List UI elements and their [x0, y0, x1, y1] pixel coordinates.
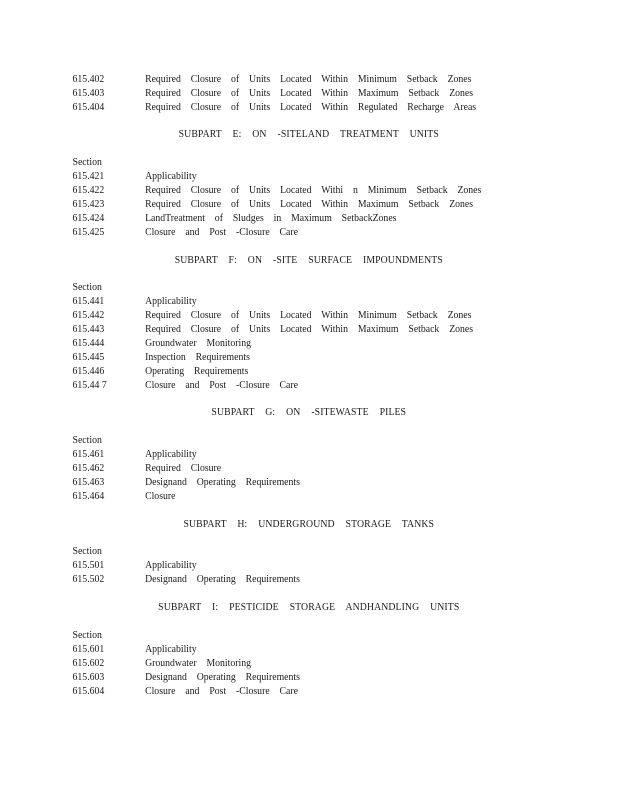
section-number: 615.441 [72, 296, 105, 307]
section-number: 615.402 [72, 74, 105, 85]
section-title: Designand Operating Requirements [145, 672, 300, 683]
section-title: Required Closure of Units Located Within Maximum Setback Zones [145, 88, 474, 99]
section-number: 615.424 [72, 213, 105, 224]
section-number: 615.604 [72, 686, 105, 697]
section-title: Applicability [145, 449, 197, 460]
section-number: 615.501 [72, 560, 105, 571]
section-title: Designand Operating Requirements [145, 477, 300, 488]
section-number: 615.602 [72, 658, 105, 669]
section-title: Applicability [145, 560, 197, 571]
document-page: 615.402 Required Closure of Units Located Within Minimum Setback Zones 615.403 Required Closure of Units Located Within Maximum Setback Zones 615.404 Required Closure of Units Located Within Regulated Recharge Areas SUBPART E: ON -SITELAND TREATMENT UNITS Section 615.421 Applicability 615.422 Required Closure of Units Located Withi n Minimum Setback Zones 615.423 Required Closure of Units Located Within Maximum Setback Zones 615.424 LandTreatment of Sludges in Maximum SetbackZones 615.425 Closure and Post -Closure Care SUBPART F: ON -SITE SURFACE IMPOUNDMENTS Section 615.441 Applicability 615.442 Required Closure of Units Located Within Minimum Setback Zones 615.443 Required Closure of Units Located Within Maximum Setback Zones 615.444 Groundwater Monitoring 615.445 Inspection Requirements 615.446 Operating Requirements 615.44 7 Closure and Post -Closure Care SUBPART G: ON -SITEWASTE PILES Section 615.461 Applicability 615.462 Required Closure 615.463 Designand Operating Requirements 615.464 Closure SUBPART H: UNDERGROUND STORAGE TANKS Section 615.501 Applicability 615.502 Designand Operating Requirements SUBPART I: PESTICIDE STORAGE ANDHANDLING UNITS Section 615.601 Applicability 615.602 Groundwater Monitoring 615.603 Designand Operating Requirements 615.604 Closure and Post -Closure Care [0, 0, 618, 800]
section-number: 615.423 [72, 199, 105, 210]
section-title: Closure [145, 491, 176, 502]
section-title: Applicability [145, 171, 197, 182]
subpart-heading: SUBPART F: ON -SITE SURFACE IMPOUNDMENTS [174, 255, 443, 266]
subpart-heading: SUBPART E: ON -SITELAND TREATMENT UNITS [178, 129, 439, 140]
section-number: 615.603 [72, 672, 105, 683]
section-number: 615.443 [72, 324, 105, 335]
section-number: 615.462 [72, 463, 105, 474]
section-title: Closure and Post -Closure Care [145, 227, 298, 238]
section-number: 615.464 [72, 491, 105, 502]
section-title: Required Closure [145, 463, 222, 474]
section-number: 615.463 [72, 477, 105, 488]
section-title: Groundwater Monitoring [145, 338, 251, 349]
section-number: 615.445 [72, 352, 105, 363]
section-number: 615.44 7 [72, 380, 107, 391]
section-number: 615.502 [72, 574, 105, 585]
section-title: Operating Requirements [145, 366, 249, 377]
section-number: 615.442 [72, 310, 105, 321]
section-title: Applicability [145, 296, 197, 307]
section-number: 615.403 [72, 88, 105, 99]
subpart-heading: SUBPART G: ON -SITEWASTE PILES [211, 407, 407, 418]
section-title: Groundwater Monitoring [145, 658, 251, 669]
section-number: 615.425 [72, 227, 105, 238]
section-number: 615.601 [72, 644, 105, 655]
section-number: 615.421 [72, 171, 105, 182]
section-number: 615.461 [72, 449, 105, 460]
section-number: 615.422 [72, 185, 105, 196]
section-title: Applicability [145, 644, 197, 655]
subpart-heading: SUBPART H: UNDERGROUND STORAGE TANKS [183, 519, 435, 530]
section-number: 615.404 [72, 102, 105, 113]
section-title: Required Closure of Units Located Within Minimum Setback Zones [145, 310, 472, 321]
section-title: LandTreatment of Sludges in Maximum SetbackZones [145, 213, 397, 224]
section-title: Required Closure of Units Located Withi n Minimum Setback Zones [145, 185, 482, 196]
section-title: Designand Operating Requirements [145, 574, 300, 585]
section-number: 615.446 [72, 366, 105, 377]
section-title: Required Closure of Units Located Within Minimum Setback Zones [145, 74, 472, 85]
section-title: Closure and Post -Closure Care [145, 686, 298, 697]
section-title: Required Closure of Units Located Within Maximum Setback Zones [145, 199, 474, 210]
section-title: Required Closure of Units Located Within Regulated Recharge Areas [145, 102, 477, 113]
section-number: 615.444 [72, 338, 105, 349]
subpart-heading: SUBPART I: PESTICIDE STORAGE ANDHANDLING UNITS [158, 602, 460, 613]
section-title: Inspection Requirements [145, 352, 250, 363]
section-title: Required Closure of Units Located Within Maximum Setback Zones [145, 324, 474, 335]
section-title: Closure and Post -Closure Care [145, 380, 298, 391]
